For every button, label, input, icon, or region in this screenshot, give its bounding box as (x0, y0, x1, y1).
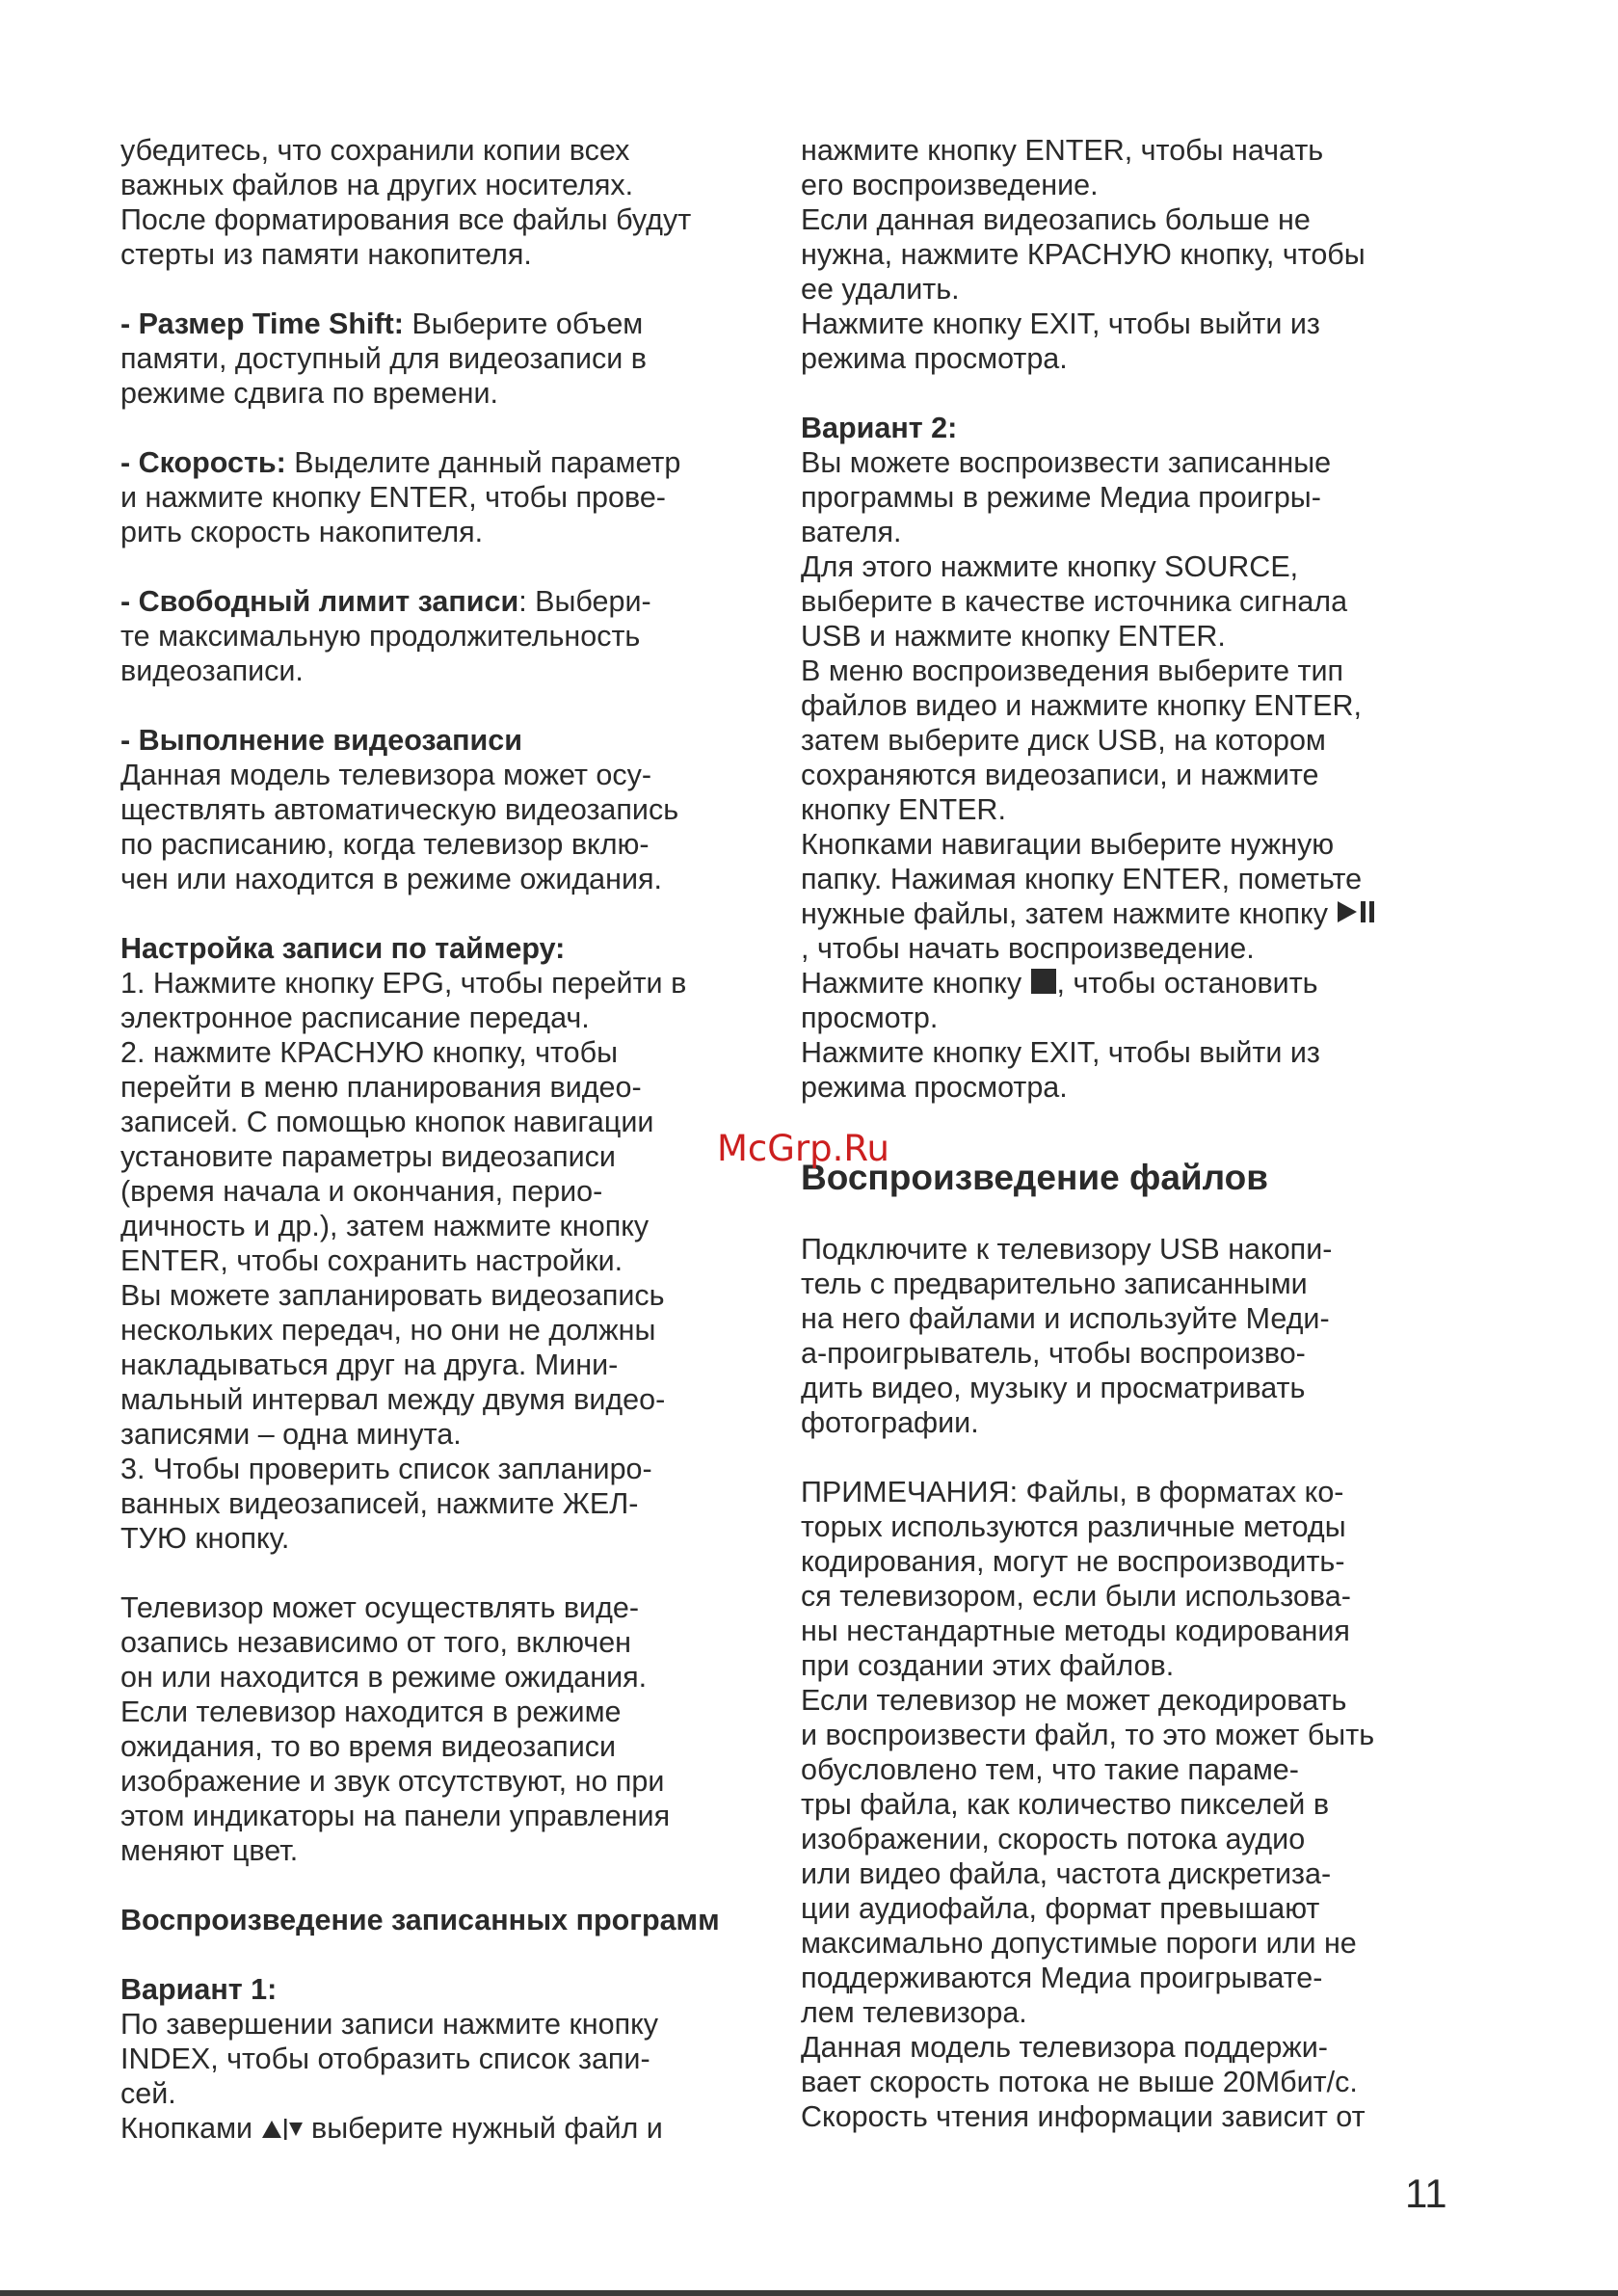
text-line-with-bold (120, 445, 756, 480)
text-line: , чтобы начать воспроизведение. (801, 932, 1255, 965)
text-line: ванных видеозаписей, нажмите ЖЕЛ- (120, 1487, 639, 1520)
text-line-with-icon (801, 896, 1456, 931)
text-line: торых используются различные методы (801, 1510, 1346, 1543)
text-line-with-icon (120, 2111, 756, 2146)
text-line: записями – одна минута. (120, 1418, 462, 1451)
text-line: нужна, нажмите КРАСНУЮ кнопку, чтобы (801, 238, 1366, 271)
blank-line (120, 1868, 756, 1903)
text-line: Нажмите кнопку EXIT, чтобы выйти из (801, 307, 1320, 340)
text-line: ПРИМЕЧАНИЯ: Файлы, в форматах ко- (801, 1476, 1344, 1508)
text-line-with-bold (120, 584, 756, 619)
blank-line (120, 688, 756, 723)
text-line: Данная модель телевизора поддержи- (801, 2031, 1328, 2064)
text-line: Если данная видеозапись больше не (801, 203, 1311, 236)
text-line: Данная модель телевизора может осу- (120, 759, 652, 791)
bold-term: - Скорость: (120, 446, 286, 479)
text-line: тель с предварительно записанными (801, 1268, 1308, 1300)
text-line: затем выберите диск USB, на котором (801, 724, 1326, 757)
text-line: чен или находится в режиме ожидания. (120, 863, 663, 895)
text-line: Нажмите кнопку EXIT, чтобы выйти из (801, 1036, 1320, 1069)
text-line: Для этого нажмите кнопку SOURCE, (801, 550, 1299, 583)
text-line: меняют цвет. (120, 1834, 299, 1867)
line-text-before: Кнопками (120, 2112, 261, 2145)
text-line: (время начала и окончания, перио- (120, 1175, 603, 1208)
text-line: Вы можете воспроизвести записанные (801, 446, 1332, 479)
text-line: программы в режиме Медиа проигры- (801, 481, 1321, 514)
bottom-rule (0, 2290, 1618, 2296)
text-line: убедитесь, что сохранили копии всех (120, 134, 630, 167)
text-line: сохраняются видеозаписи, и нажмите (801, 759, 1319, 791)
text-line: при создании этих файлов. (801, 1649, 1175, 1682)
text-line: те максимальную продолжительность (120, 620, 641, 653)
line-text-before: нужные файлы, затем нажмите кнопку (801, 897, 1337, 930)
right-column-top (801, 133, 1456, 1105)
text-line: просмотр. (801, 1001, 939, 1034)
text-line: изображение и звук отсутствуют, но при (120, 1765, 665, 1798)
text-line: стерты из памяти накопителя. (120, 238, 532, 271)
text-line: Вы можете запланировать видеозапись (120, 1279, 665, 1312)
stop-icon (1030, 968, 1057, 1002)
text-line: Подключите к телевизору USB накопи- (801, 1233, 1333, 1266)
up-down-icon (261, 2113, 304, 2148)
text-line: фотографии. (801, 1406, 979, 1439)
text-line: мальный интервал между двумя видео- (120, 1383, 666, 1416)
blank-line (120, 411, 756, 445)
bold-term: - Выполнение видеозаписи (120, 724, 523, 757)
line-text-before: Нажмите кнопку (801, 967, 1030, 1000)
bold-term: Вариант 2: (801, 412, 958, 444)
bold-term: - Размер Time Shift: (120, 307, 404, 340)
text-line: После форматирования все файлы будут (120, 203, 692, 236)
bold-term: - Свободный лимит записи (120, 585, 519, 618)
text-line: Скорость чтения информации зависит от (801, 2100, 1366, 2133)
text-line: дичность и др.), затем нажмите кнопку (120, 1210, 650, 1242)
text-line: выберите в качестве источника сигнала (801, 585, 1348, 618)
blank-line (801, 376, 1456, 411)
text-line-with-bold (120, 723, 756, 758)
text-line: или видео файла, частота дискретиза- (801, 1857, 1332, 1890)
text-line-with-icon (801, 966, 1456, 1001)
text-line-with-bold (120, 1972, 756, 2007)
text-line: Если телевизор не может декодировать (801, 1684, 1347, 1717)
term-description: : Выбери- (518, 585, 651, 618)
right-column-bottom (801, 1232, 1456, 2134)
section-heading: Воспроизведение файлов (801, 1158, 1269, 1197)
text-line: лем телевизора. (801, 1996, 1027, 2029)
blank-line (120, 1937, 756, 1972)
text-line: записей. С помощью кнопок навигации (120, 1106, 654, 1138)
text-line: по расписанию, когда телевизор вклю- (120, 828, 650, 861)
text-line: обусловлено тем, что такие параме- (801, 1753, 1299, 1786)
text-line: важных файлов на других носителях. (120, 169, 634, 201)
text-line-with-bold (120, 307, 756, 341)
text-line: на него файлами и используйте Меди- (801, 1302, 1330, 1335)
term-description: Выберите объем (403, 307, 644, 340)
text-line: ции аудиофайла, формат превышают (801, 1892, 1320, 1925)
text-line: режиме сдвига по времени. (120, 377, 498, 410)
text-line: сей. (120, 2077, 176, 2110)
text-line: видеозаписи. (120, 654, 304, 687)
blank-line (120, 272, 756, 307)
text-line: и воспроизвести файл, то это может быть (801, 1719, 1375, 1751)
text-line: перейти в меню планирования видео- (120, 1071, 642, 1104)
text-line: По завершении записи нажмите кнопку (120, 2008, 659, 2041)
text-line: ENTER, чтобы сохранить настройки. (120, 1244, 623, 1277)
text-line: ны нестандартные методы кодирования (801, 1615, 1350, 1647)
text-line: INDEX, чтобы отобразить список запи- (120, 2042, 650, 2075)
text-line: тры файла, как количество пикселей в (801, 1788, 1330, 1821)
text-line: В меню воспроизведения выберите тип (801, 654, 1344, 687)
text-line: Если телевизор находится в режиме (120, 1695, 622, 1728)
text-line: USB и нажмите кнопку ENTER. (801, 620, 1226, 653)
text-line: его воспроизведение. (801, 169, 1099, 201)
page-number: 11 (1405, 2171, 1447, 2216)
text-line: поддерживаются Медиа проигрывате- (801, 1962, 1323, 1994)
text-line: рить скорость накопителя. (120, 516, 484, 548)
text-line: и нажмите кнопку ENTER, чтобы прове- (120, 481, 666, 514)
text-line-with-bold (120, 1903, 756, 1937)
text-line: кодирования, могут не воспроизводить- (801, 1545, 1345, 1578)
blank-line (120, 549, 756, 584)
play-pause-icon (1336, 897, 1378, 934)
text-line: ществлять автоматическую видеозапись (120, 793, 679, 826)
text-line: нескольких передач, но они не должны (120, 1314, 656, 1347)
text-line: ожидания, то во время видеозаписи (120, 1730, 617, 1763)
blank-line (120, 896, 756, 931)
text-line: памяти, доступный для видеозаписи в (120, 342, 647, 375)
text-line: изображении, скорость потока аудио (801, 1823, 1306, 1855)
line-text-after: , чтобы остановить (1056, 967, 1318, 1000)
text-line: накладываться друг на друга. Мини- (120, 1348, 619, 1381)
text-line: ее удалить. (801, 273, 960, 306)
text-line: он или находится в режиме ожидания. (120, 1661, 648, 1694)
line-text-after: выберите нужный файл и (303, 2112, 663, 2145)
text-line: дить видео, музыку и просматривать (801, 1372, 1306, 1404)
text-line: озапись независимо от того, включен (120, 1626, 632, 1659)
text-line-with-bold (801, 411, 1456, 445)
bold-term: Настройка записи по таймеру: (120, 932, 566, 965)
text-line: 3. Чтобы проверить список запланиро- (120, 1453, 652, 1485)
text-line: нажмите кнопку ENTER, чтобы начать (801, 134, 1324, 167)
text-line: Кнопками навигации выберите нужную (801, 828, 1335, 861)
bold-term: Воспроизведение записанных программ (120, 1904, 720, 1936)
watermark: McGrp.Ru (717, 1128, 889, 1169)
text-line: режима просмотра. (801, 1071, 1068, 1104)
text-line: ся телевизором, если были использова- (801, 1580, 1351, 1613)
text-line: Телевизор может осуществлять виде- (120, 1591, 639, 1624)
text-line: установите параметры видеозаписи (120, 1140, 616, 1173)
text-line: кнопку ENTER. (801, 793, 1006, 826)
blank-line (120, 1556, 756, 1590)
text-line: электронное расписание передач. (120, 1001, 590, 1034)
text-line: максимально допустимые пороги или не (801, 1927, 1357, 1960)
text-line: 2. нажмите КРАСНУЮ кнопку, чтобы (120, 1036, 619, 1069)
bold-term: Вариант 1: (120, 1973, 278, 2006)
text-line-with-bold (120, 931, 756, 966)
text-line: файлов видео и нажмите кнопку ENTER, (801, 689, 1363, 722)
text-line: режима просмотра. (801, 342, 1068, 375)
blank-line (801, 1440, 1456, 1475)
text-line: 1. Нажмите кнопку EPG, чтобы перейти в (120, 967, 687, 1000)
text-line: а-проигрыватель, чтобы воспроизво- (801, 1337, 1306, 1370)
right-column (801, 133, 1456, 2134)
text-line: этом индикаторы на панели управления (120, 1800, 671, 1832)
term-description: Выделите данный параметр (285, 446, 681, 479)
text-line: ТУЮ кнопку. (120, 1522, 290, 1555)
text-line: вает скорость потока не выше 20Мбит/с. (801, 2066, 1358, 2098)
text-line: вателя. (801, 516, 902, 548)
left-column (120, 133, 756, 2146)
text-line: папку. Нажимая кнопку ENTER, пометьте (801, 863, 1363, 895)
